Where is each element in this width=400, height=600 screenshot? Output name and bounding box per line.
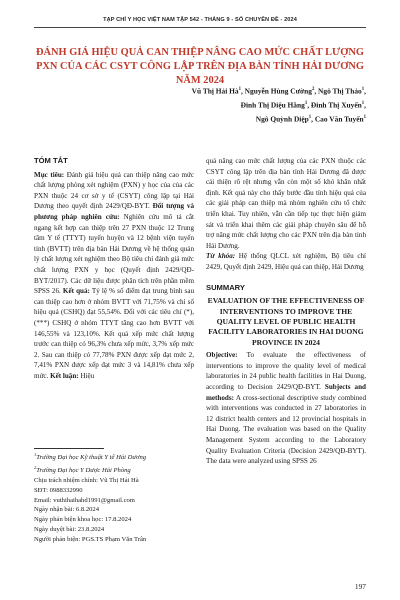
conclusion-label: Kết luận:: [50, 371, 79, 380]
author-name: Ngô Quỳnh Diệp: [255, 114, 309, 124]
phone: SĐT: 0988332990: [34, 486, 83, 494]
author-list: [76, 84, 366, 126]
author-name: Đinh Thị Diệu Hằng: [240, 100, 305, 110]
footnotes: [34, 450, 194, 545]
journal-header: TẠP CHÍ Y HỌC VIỆT NAM TẬP 542 - THÁNG 9 - SỐ CHUYÊN ĐỀ - 2024: [103, 17, 297, 23]
results-text: Tỷ lệ % số điểm đạt trung bình sau can thiệp cao hơn ở nhóm BVTT với 71,75% và chỉ số hiệu quả (CSHQ) đạt 55,54%. Đối với các tiêu chí (*), (***) CSHQ ở nhóm TTYT tăng cao hơn BVTT với 146,55% và 123,10%. Kết quả xếp mức chất lượng trước can thiệp có 96,3% chưa xếp mức, 3,7% xếp mức 2. Sau can thiệp có 77,78% PXN được xếp đạt mức 2, 7,41% PXN được xếp đạt mức 3 và 14,81% chưa xếp mức.: [34, 287, 195, 380]
en-methods-text: A cross-sectional descriptive study combined with interventions was conducted in 27 laboratories in 12 district health centers and 12 provincial hospitals in Hai Duong. The evaluation was based on the Quality Management System according to the Laboratory Quality Evaluation Criteria (Decision 2429/QĐ-BYT). The data were analyzed using SPSS 26: [206, 393, 366, 466]
author-name: Nguyễn Hùng Cường: [244, 86, 312, 96]
author-line-2: Đinh Thị Diệu Hằng$^1$, Đinh Thị Xuyến$^1$,: [240, 100, 366, 110]
author-name: Đinh Thị Xuyến: [310, 100, 362, 110]
summary-heading: SUMMARY: [206, 282, 245, 292]
author-line-1: Vũ Thị Hải $Hà^1$, Nguyễn Hùng Cường$^2$, Ngô Thị Thảo$^1$,: [191, 86, 366, 96]
affiliation-2: $^2$Trường Đại học Y Dược Hải Phòng: [34, 464, 131, 475]
keywords: [206, 251, 366, 272]
abstract-heading: TÓM TẮT: [34, 156, 68, 165]
date-reviewed: Ngày phản biện khoa học: 17.8.2024: [34, 516, 132, 524]
right-column: [206, 156, 366, 467]
abstract-vietnamese: [34, 156, 194, 381]
date-received: Ngày nhận bài: 6.8.2024: [34, 506, 100, 514]
en-methods-label: Subjects and methods:: [206, 382, 366, 402]
en-objective-label: Objective:: [206, 351, 238, 360]
conclusion-text: Hiệu: [80, 371, 95, 380]
author-name: Cao Văn Tuyến: [314, 114, 364, 124]
date-accepted: Ngày duyệt bài: 23.8.2024: [34, 525, 105, 533]
email: Email: vuthihaihahd1991@gmail.com: [34, 496, 135, 504]
footnote-divider: [34, 448, 104, 449]
author-name: Vũ Thị Hải Hà: [191, 86, 239, 96]
keywords-label: Từ khóa:: [206, 252, 236, 261]
methods-text: Nghiên cứu mô tả cắt ngang kết hợp can thiệp trên 27 PXN thuộc 12 Trung tâm Y tế (TTYT) tuyến huyện và 12 bệnh viện tuyến tỉnh (BVTT) trên địa bàn Hải Dương về hệ thống quản lý chất lượng xét nghiệm theo Bộ tiêu chí đánh giá mức chất lượng PXN y học (Quyết định 2429/QĐ-BYT/2017). Các dữ liệu được phân tích trên phần mềm SPSS 26.: [34, 212, 194, 296]
header-divider: [34, 27, 366, 28]
en-objective-text: To evaluate the effectiveness of interventions to improve the quality level of medical laboratories in 24 public health facilities in Hai Duong, according to Decision 2429/QĐ-BYT.: [206, 351, 366, 391]
english-title: EVALUATION OF THE EFFECTIVENESS OF INTERVENTIONS TO IMPROVE THE QUALITY LEVEL OF PUBLIC HEALTH FACILITY LABORATORIES IN HAI DUONG PROVINCE IN 2024: [207, 296, 365, 347]
reviewer: Người phản biện: PGS.TS Phạm Văn Trân: [34, 535, 147, 543]
abstract-paragraph: [34, 170, 194, 382]
objective-text: Đánh giá hiệu quả can thiệp nâng cao mức chất lượng phòng xét nghiệm (PXN) y học của của các PXN thuộc 24 cơ sở y tế (CSYT) công lập tại Hải Dương theo quyết định 2429/QĐ-BYT.: [34, 170, 194, 211]
corresponding-author: Chịu trách nhiệm chính: Vũ Thị Hải Hà: [34, 476, 139, 484]
conclusion-continued: quả nâng cao mức chất lượng của các PXN thuộc các CSYT công lập trên địa bàn tỉnh Hải Dương đã được cải thiện rõ rệt nhưng vẫn còn một số khó khăn nhất định. Kết quả này cho thấy bước đầu tính hiệu quả của các giải pháp can thiệp mà nhóm nghiên cứu tổ chức triển khai. Tuy nhiên, vẫn cần tiếp tục thực hiện giám sát và triển khai thêm các giải pháp chuyên sâu để hỗ trợ nâng mức chất lượng cho các PXN trên địa bàn tỉnh Hải Dương.: [206, 157, 366, 250]
article-title: ĐÁNH GIÁ HIỆU QUẢ CAN THIỆP NÂNG CAO MỨC CHẤT LƯỢNG PXN CỦA CÁC CSYT CÔNG LẬP TRÊN ĐỊA BÀN TỈNH HẢI DƯƠNG NĂM 2024: [36, 47, 364, 86]
page-number: 197: [354, 582, 366, 591]
english-abstract: [206, 350, 366, 467]
methods-label: Đối tượng và phương pháp nghiên cứu:: [34, 202, 194, 221]
results-label: Kết quả:: [62, 287, 90, 296]
keywords-text: Hệ thống QLCL xét nghiệm, Bộ tiêu chí 2429, Quyết định 2429, Hiệu quả can thiệp, Hải Dương: [206, 252, 366, 271]
affiliation-1: $^1$Trường Đại học Kỹ thuật Y tế Hải Dương: [34, 452, 147, 462]
author-name: Ngô Thị Thảo: [318, 86, 362, 96]
objective-label: Mục tiêu:: [34, 170, 65, 179]
author-line-3: Ngô Quỳnh Diệp$^1$, Cao Văn Tuyến$^1$: [255, 114, 366, 124]
